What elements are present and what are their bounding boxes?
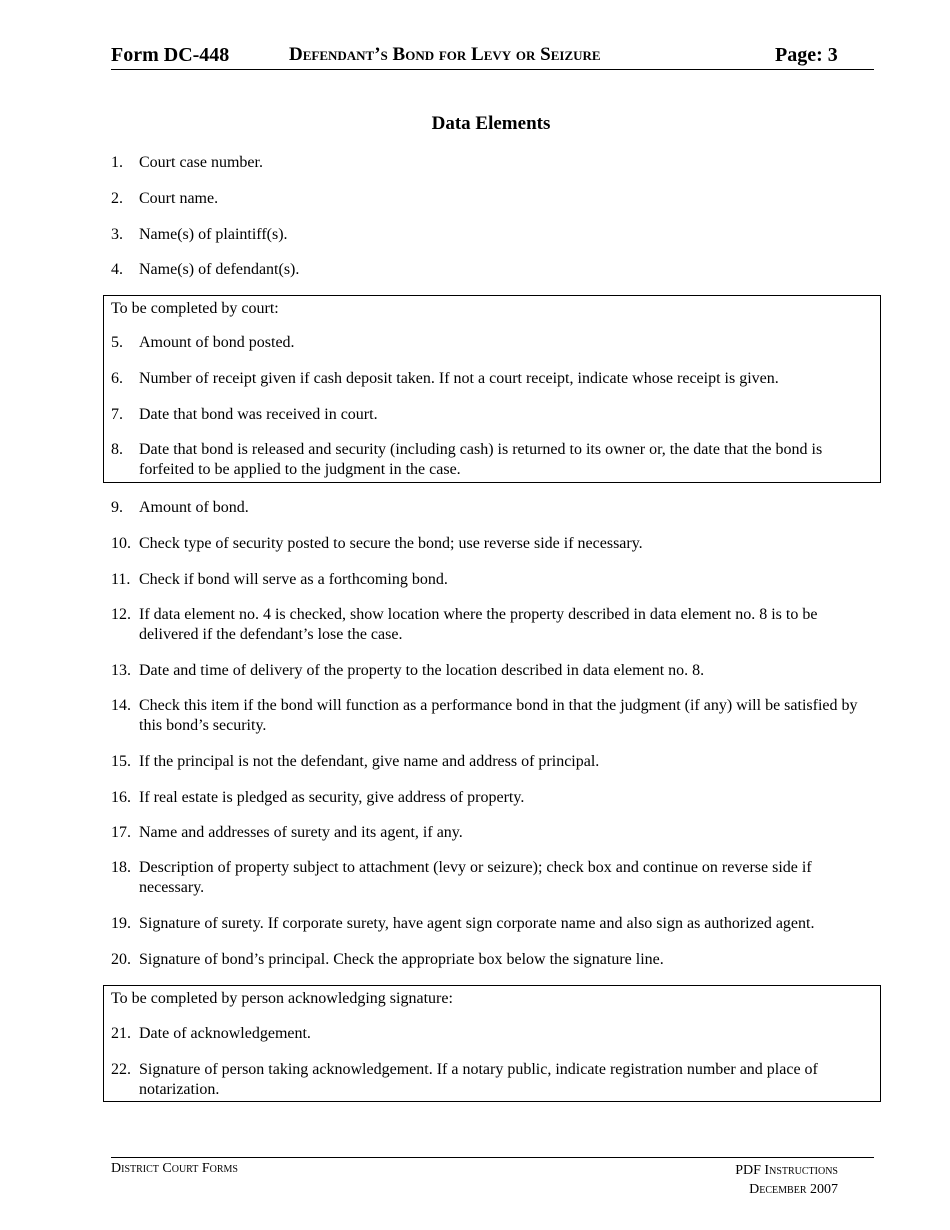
item-text: Name(s) of plaintiff(s). [139, 226, 288, 243]
list-item [111, 823, 871, 843]
list-item [111, 498, 871, 518]
list-item [111, 752, 871, 772]
list-item [111, 333, 871, 353]
list-item [111, 1024, 871, 1044]
list-item [111, 225, 871, 245]
item-text: Description of property subject to attachment (levy or seizure); check box and continue on reverse side if necessary. [139, 859, 812, 896]
item-text: Signature of surety. If corporate surety, have agent sign corporate name and also sign as authorized agent. [139, 915, 815, 932]
item-text: Date of acknowledgement. [139, 1025, 311, 1042]
item-number: 13. [111, 662, 131, 679]
list-item [111, 260, 871, 280]
item-text: Date and time of delivery of the property to the location described in data element no. 8. [139, 662, 705, 679]
section-title: Data Elements [431, 113, 551, 134]
item-text: Date that bond was received in court. [139, 406, 378, 423]
item-number: 9. [111, 499, 123, 516]
item-number: 17. [111, 824, 131, 841]
form-title: Defendant’s Bond for Levy or Seizure [289, 44, 601, 65]
item-number: 7. [111, 406, 123, 423]
item-text: Court name. [139, 190, 219, 207]
list-item [111, 914, 871, 934]
footer-right [735, 1161, 838, 1199]
item-number: 11. [111, 571, 131, 588]
item-number: 5. [111, 334, 123, 351]
item-text: Amount of bond posted. [139, 334, 295, 351]
item-number: 18. [111, 859, 131, 876]
item-text: Name and addresses of surety and its agent, if any. [139, 824, 463, 841]
item-text: Check this item if the bond will function as a performance bond in that the judgment (if any) will be satisfied by this bond’s security. [139, 697, 858, 734]
list-item [111, 788, 871, 808]
list-item [111, 440, 871, 480]
item-number: 2. [111, 190, 123, 207]
form-number: Form DC-448 [111, 44, 230, 66]
item-text: If real estate is pledged as security, give address of property. [139, 789, 525, 806]
item-number: 8. [111, 441, 123, 458]
item-text: If the principal is not the defendant, give name and address of principal. [139, 753, 600, 770]
item-number: 6. [111, 370, 123, 387]
item-text: Check if bond will serve as a forthcoming bond. [139, 571, 448, 588]
footer-right-line2: December 2007 [749, 1182, 838, 1197]
item-text: Check type of security posted to secure the bond; use reverse side if necessary. [139, 535, 643, 552]
list-item [111, 661, 871, 681]
list-item [111, 1060, 871, 1100]
list-item [111, 189, 871, 209]
item-number: 22. [111, 1061, 131, 1078]
item-text: Name(s) of defendant(s). [139, 261, 300, 278]
page-footer [111, 1157, 874, 1197]
list-item [111, 534, 871, 554]
item-number: 16. [111, 789, 131, 806]
court-box-label: To be completed by court: [111, 300, 279, 317]
footer-left: District Court Forms [111, 1161, 238, 1176]
footer-right-line1: PDF Instructions [735, 1163, 838, 1178]
item-number: 20. [111, 951, 131, 968]
item-number: 10. [111, 535, 131, 552]
page-number: Page: 3 [775, 44, 838, 66]
item-number: 12. [111, 606, 131, 623]
list-item [111, 696, 871, 736]
list-item [111, 858, 871, 898]
list-item [111, 605, 871, 645]
item-number: 21. [111, 1025, 131, 1042]
list-item [111, 950, 871, 970]
item-text: Signature of bond’s principal. Check the appropriate box below the signature line. [139, 951, 664, 968]
item-number: 3. [111, 226, 123, 243]
page-header [111, 44, 874, 70]
item-number: 4. [111, 261, 123, 278]
item-text: Court case number. [139, 154, 263, 171]
item-number: 15. [111, 753, 131, 770]
item-number: 19. [111, 915, 131, 932]
item-text: Signature of person taking acknowledgement. If a notary public, indicate registration number and place of notarization. [139, 1061, 818, 1098]
item-text: Number of receipt given if cash deposit taken. If not a court receipt, indicate whose receipt is given. [139, 370, 779, 387]
item-number: 14. [111, 697, 131, 714]
item-text: Date that bond is released and security (including cash) is returned to its owner or, the date that the bond is forfeited to be applied to the judgment in the case. [139, 441, 823, 478]
item-text: If data element no. 4 is checked, show location where the property described in data element no. 8 is to be delivered if the defendant’s lose the case. [139, 606, 818, 643]
list-item [111, 153, 871, 173]
item-number: 1. [111, 154, 123, 171]
item-text: Amount of bond. [139, 499, 249, 516]
acknowledging-box-label: To be completed by person acknowledging signature: [111, 990, 453, 1007]
list-item [111, 405, 871, 425]
list-item [111, 369, 871, 389]
list-item [111, 570, 871, 590]
